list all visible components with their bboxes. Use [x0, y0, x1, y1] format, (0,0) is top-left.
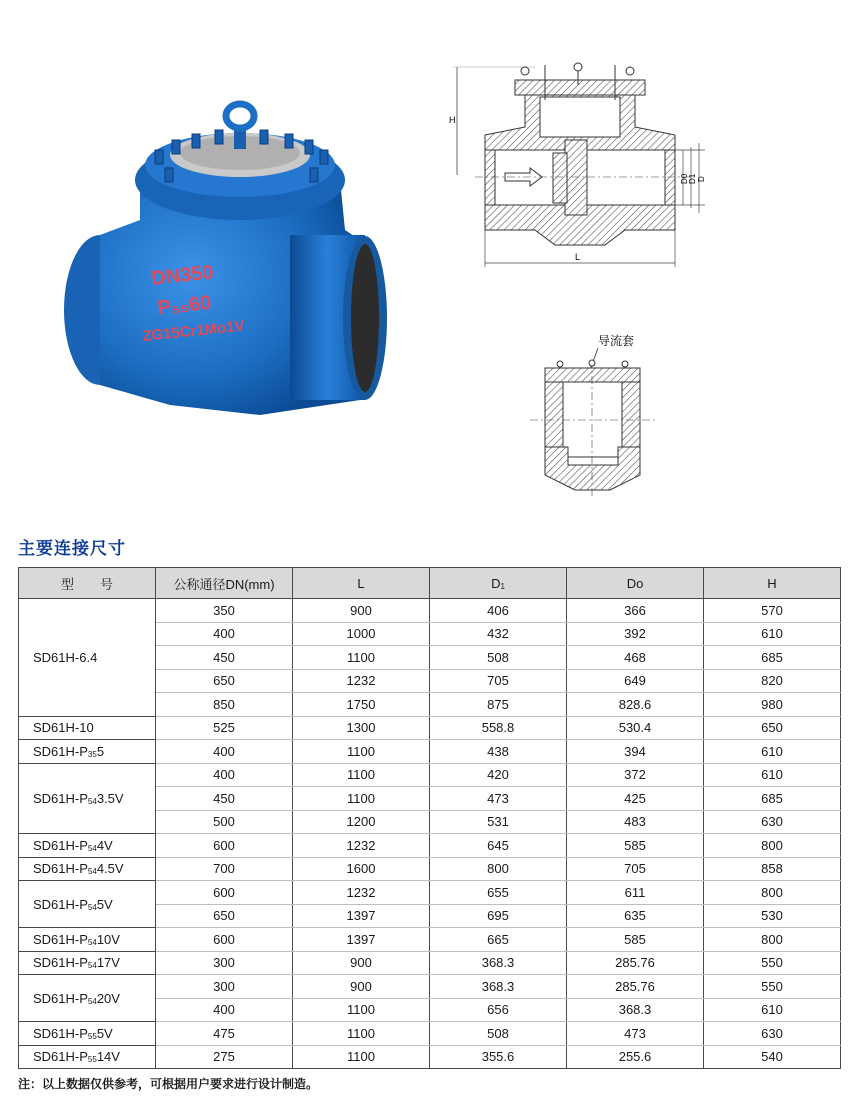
D1-cell: 438 — [430, 740, 567, 764]
section-title: 主要连接尺寸 — [18, 539, 126, 559]
model-cell: $SD61H-P_{55}14V$ — [19, 1045, 156, 1069]
guide-sleeve-detail — [520, 330, 660, 500]
L-cell: 1100 — [293, 763, 430, 787]
H-cell: 858 — [704, 857, 841, 881]
L-cell: 1100 — [293, 1045, 430, 1069]
L-cell: 1397 — [293, 928, 430, 952]
marking-line-2: P₅₅60 — [156, 291, 213, 320]
H-cell: 610 — [704, 998, 841, 1022]
header-D0: Do — [567, 568, 704, 599]
dn-cell: 850 — [156, 693, 293, 717]
L-cell: 1100 — [293, 646, 430, 670]
H-cell: 800 — [704, 881, 841, 905]
guide-sleeve-label: 导流套 — [598, 334, 635, 348]
header-D1: $D_1$ — [430, 568, 567, 599]
D0-cell: 425 — [567, 787, 704, 811]
footnote: 注：以上数据仅供参考，可根据用户要求进行设计制造。 — [18, 1077, 319, 1091]
H-cell: 630 — [704, 1022, 841, 1046]
label-D: D — [697, 176, 706, 182]
D0-cell: 585 — [567, 834, 704, 858]
header-model: 型 号 — [19, 568, 156, 599]
dn-cell: 500 — [156, 810, 293, 834]
label-D1: D1 — [688, 173, 697, 184]
D1-cell: 695 — [430, 904, 567, 928]
dimension-table — [18, 567, 841, 1069]
table-row — [19, 1045, 841, 1069]
D0-cell: 483 — [567, 810, 704, 834]
dn-cell: 300 — [156, 951, 293, 975]
L-cell: 1397 — [293, 904, 430, 928]
model-cell: $SD61H-P_{54}3.5V$ — [19, 763, 156, 834]
L-cell: 900 — [293, 951, 430, 975]
table-row — [19, 763, 841, 787]
model-cell: $SD61H-P_{54}4.5V$ — [19, 857, 156, 881]
table-row — [19, 740, 841, 764]
marking-line-1: DN350 — [150, 261, 215, 290]
dn-cell: 450 — [156, 787, 293, 811]
header-dn: 公称通径DN(mm) — [156, 568, 293, 599]
D0-cell: 649 — [567, 669, 704, 693]
D1-cell: 558.8 — [430, 716, 567, 740]
D0-cell: 394 — [567, 740, 704, 764]
D0-cell: 368.3 — [567, 998, 704, 1022]
dn-cell: 275 — [156, 1045, 293, 1069]
D1-cell: 432 — [430, 622, 567, 646]
dn-cell: 450 — [156, 646, 293, 670]
H-cell: 630 — [704, 810, 841, 834]
D0-cell: 255.6 — [567, 1045, 704, 1069]
L-cell: 1300 — [293, 716, 430, 740]
table-row — [19, 599, 841, 623]
L-cell: 1232 — [293, 669, 430, 693]
marking-line-3: ZG15Cr1Mo1V — [141, 317, 246, 346]
model-cell: $SD61H-P_{54}20V$ — [19, 975, 156, 1022]
table-header-row — [19, 568, 841, 599]
L-cell: 1100 — [293, 787, 430, 811]
H-cell: 685 — [704, 646, 841, 670]
H-cell: 610 — [704, 622, 841, 646]
model-cell: $SD61H-P_{35}5$ — [19, 740, 156, 764]
H-cell: 685 — [704, 787, 841, 811]
model-cell: SD61H-10 — [19, 716, 156, 740]
D1-cell: 655 — [430, 881, 567, 905]
D0-cell: 285.76 — [567, 975, 704, 999]
H-cell: 570 — [704, 599, 841, 623]
H-cell: 610 — [704, 763, 841, 787]
label-H: H — [449, 115, 456, 125]
D0-cell: 705 — [567, 857, 704, 881]
dn-cell: 600 — [156, 834, 293, 858]
D1-cell: 368.3 — [430, 975, 567, 999]
label-L: L — [575, 252, 581, 262]
D1-cell: 508 — [430, 646, 567, 670]
dn-cell: 400 — [156, 740, 293, 764]
dn-cell: 400 — [156, 763, 293, 787]
D1-cell: 355.6 — [430, 1045, 567, 1069]
L-cell: 900 — [293, 975, 430, 999]
D0-cell: 392 — [567, 622, 704, 646]
D1-cell: 705 — [430, 669, 567, 693]
L-cell: 1232 — [293, 834, 430, 858]
model-cell: SD61H-6.4 — [19, 599, 156, 717]
dn-cell: 700 — [156, 857, 293, 881]
D1-cell: 531 — [430, 810, 567, 834]
H-cell: 530 — [704, 904, 841, 928]
D0-cell: 585 — [567, 928, 704, 952]
dn-cell: 475 — [156, 1022, 293, 1046]
model-cell: $SD61H-P_{54}4V$ — [19, 834, 156, 858]
D0-cell: 285.76 — [567, 951, 704, 975]
table-row — [19, 716, 841, 740]
dn-cell: 650 — [156, 904, 293, 928]
L-cell: 1100 — [293, 1022, 430, 1046]
D0-cell: 366 — [567, 599, 704, 623]
model-cell: $SD61H-P_{55}5V$ — [19, 1022, 156, 1046]
table-row — [19, 1022, 841, 1046]
table-row — [19, 834, 841, 858]
D1-cell: 800 — [430, 857, 567, 881]
L-cell: 1600 — [293, 857, 430, 881]
dn-cell: 350 — [156, 599, 293, 623]
model-cell: $SD61H-P_{54}17V$ — [19, 951, 156, 975]
H-cell: 550 — [704, 951, 841, 975]
H-cell: 650 — [704, 716, 841, 740]
dn-cell: 650 — [156, 669, 293, 693]
D0-cell: 473 — [567, 1022, 704, 1046]
table-row — [19, 857, 841, 881]
section-drawing — [445, 55, 705, 280]
header-L: L — [293, 568, 430, 599]
H-cell: 610 — [704, 740, 841, 764]
L-cell: 1200 — [293, 810, 430, 834]
model-cell: $SD61H-P_{54}10V$ — [19, 928, 156, 952]
dn-cell: 400 — [156, 998, 293, 1022]
L-cell: 1000 — [293, 622, 430, 646]
dn-cell: 600 — [156, 881, 293, 905]
D1-cell: 420 — [430, 763, 567, 787]
D0-cell: 828.6 — [567, 693, 704, 717]
valve-photo — [60, 70, 400, 430]
table-row — [19, 951, 841, 975]
L-cell: 1100 — [293, 998, 430, 1022]
L-cell: 1100 — [293, 740, 430, 764]
L-cell: 1232 — [293, 881, 430, 905]
H-cell: 800 — [704, 928, 841, 952]
header-H: H — [704, 568, 841, 599]
table-row — [19, 928, 841, 952]
D1-cell: 645 — [430, 834, 567, 858]
H-cell: 550 — [704, 975, 841, 999]
D0-cell: 530.4 — [567, 716, 704, 740]
table-row — [19, 881, 841, 905]
D1-cell: 368.3 — [430, 951, 567, 975]
model-cell: $SD61H-P_{54}5V$ — [19, 881, 156, 928]
table-row — [19, 975, 841, 999]
label-D0: D0 — [680, 173, 689, 184]
H-cell: 800 — [704, 834, 841, 858]
D1-cell: 406 — [430, 599, 567, 623]
dn-cell: 525 — [156, 716, 293, 740]
dn-cell: 600 — [156, 928, 293, 952]
D1-cell: 656 — [430, 998, 567, 1022]
D0-cell: 611 — [567, 881, 704, 905]
dn-cell: 300 — [156, 975, 293, 999]
D1-cell: 473 — [430, 787, 567, 811]
D0-cell: 372 — [567, 763, 704, 787]
H-cell: 820 — [704, 669, 841, 693]
D1-cell: 665 — [430, 928, 567, 952]
D1-cell: 875 — [430, 693, 567, 717]
H-cell: 980 — [704, 693, 841, 717]
H-cell: 540 — [704, 1045, 841, 1069]
L-cell: 1750 — [293, 693, 430, 717]
D0-cell: 635 — [567, 904, 704, 928]
D1-cell: 508 — [430, 1022, 567, 1046]
dn-cell: 400 — [156, 622, 293, 646]
D0-cell: 468 — [567, 646, 704, 670]
L-cell: 900 — [293, 599, 430, 623]
